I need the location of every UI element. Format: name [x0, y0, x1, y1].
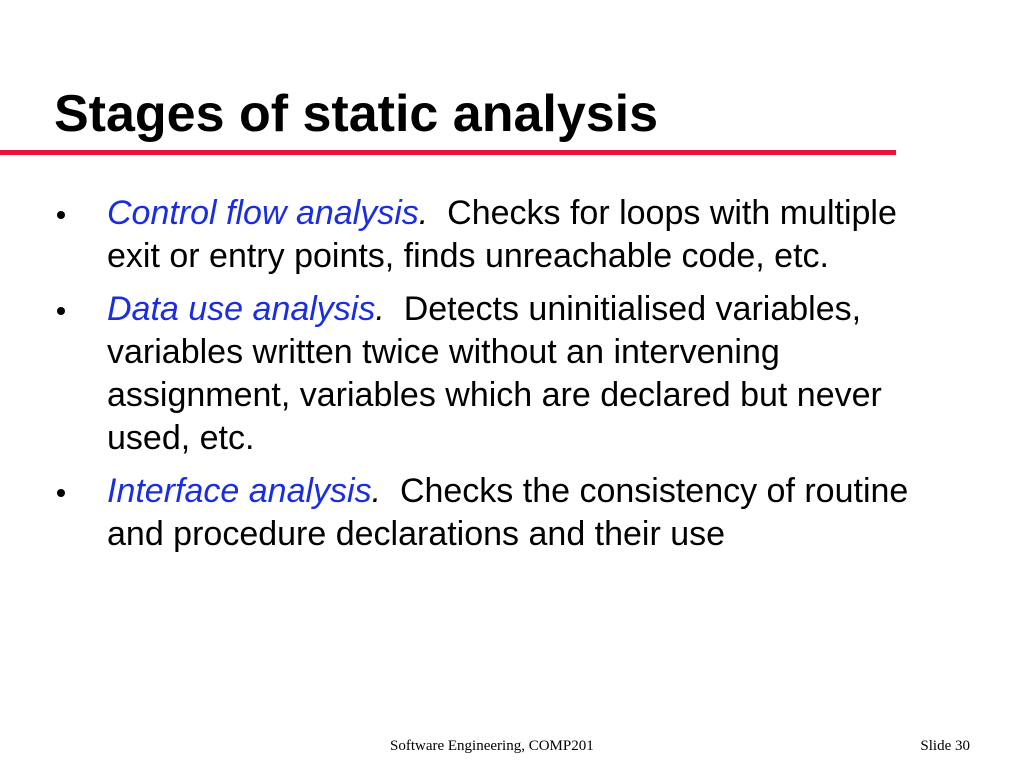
bullet-term: Data use analysis — [107, 290, 376, 328]
bullet-text: Checks for loops with multiple exit or entry points, finds unreachable code, etc. — [107, 194, 907, 275]
footer-slide-number: Slide 30 — [920, 738, 970, 754]
bullet-dot-icon — [57, 489, 65, 497]
bullet-term: Interface analysis — [107, 472, 372, 510]
bullet-dot-icon — [57, 211, 65, 219]
bullet-item-control-flow — [0, 192, 1024, 278]
bullet-term-period: . — [371, 472, 382, 510]
title-underline — [0, 150, 896, 155]
bullet-text: Checks the consistency of routine and procedure declarations and their use — [107, 472, 918, 553]
bullet-text: Detects uninitialised variables, variables written twice without an intervening assignment, variables which are declared but never used, etc. — [107, 290, 892, 457]
bullet-term-period: . — [418, 194, 429, 232]
footer-course: Software Engineering, COMP201 — [390, 738, 594, 754]
bullet-term-period: . — [375, 290, 385, 328]
bullet-item-data-use — [0, 288, 1024, 460]
bullet-item-interface — [0, 470, 1024, 556]
bullet-term: Control flow analysis — [107, 194, 419, 232]
bullet-dot-icon — [57, 307, 65, 315]
bullet-list — [0, 192, 1024, 566]
slide-title: Stages of static analysis — [54, 85, 659, 143]
